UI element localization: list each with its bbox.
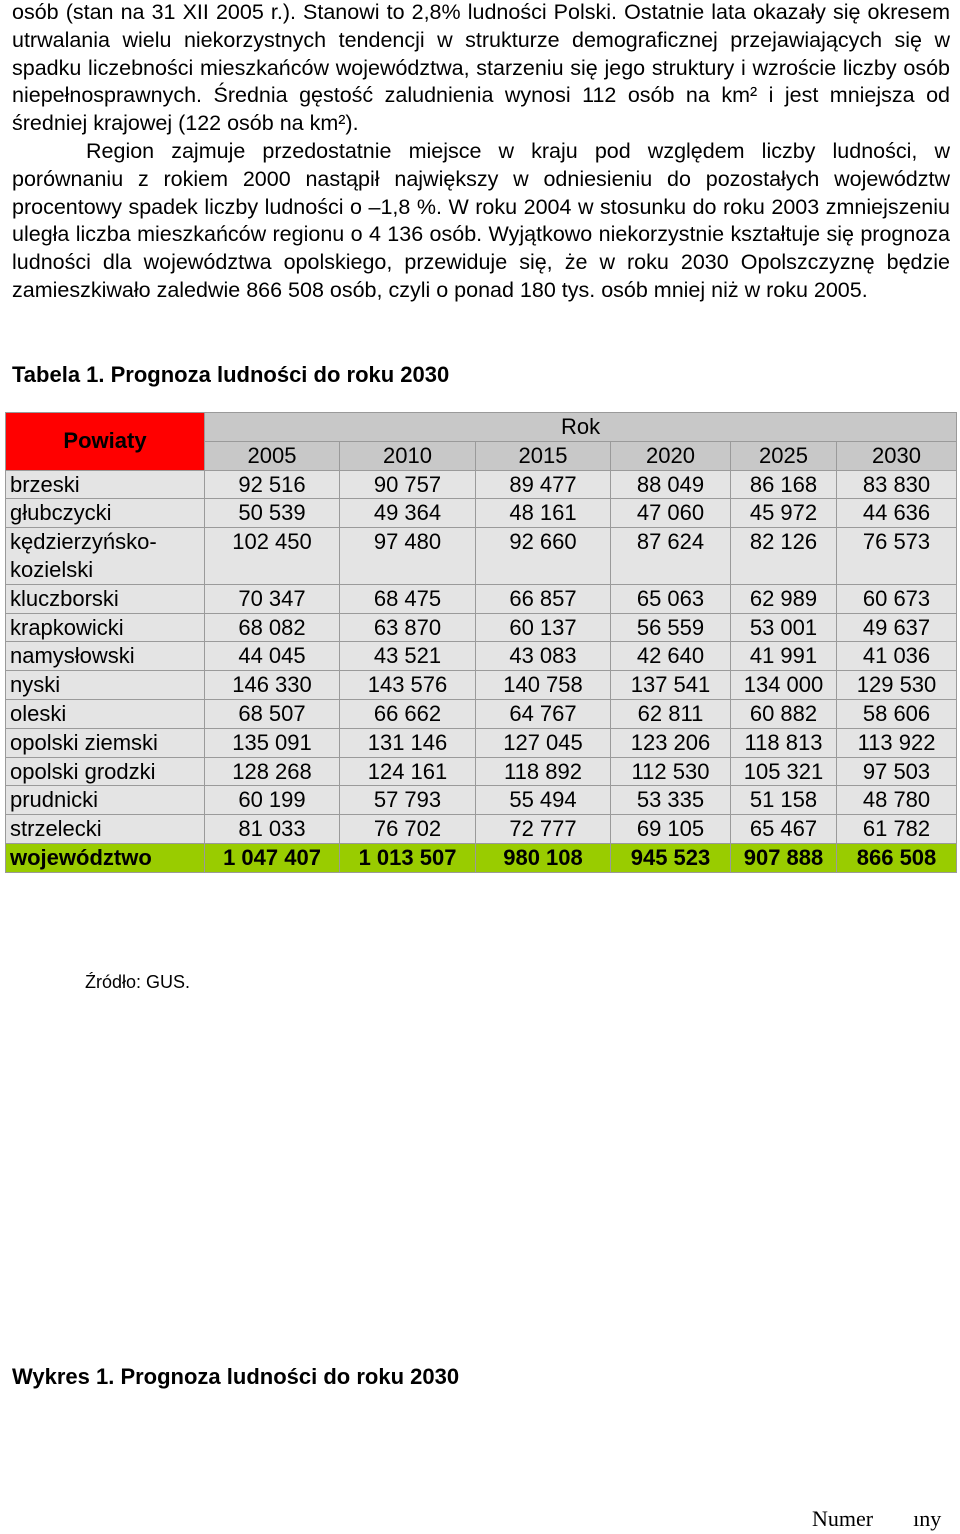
cell-value: 1 013 507 <box>340 843 476 872</box>
cell-value: 43 083 <box>476 642 611 671</box>
cell-value: 102 450 <box>205 528 340 585</box>
table-row <box>6 728 957 757</box>
cell-value: 50 539 <box>205 499 340 528</box>
cell-value: 43 521 <box>340 642 476 671</box>
footer-left-text: Numer <box>812 1506 874 1531</box>
table-row <box>6 815 957 844</box>
table-row <box>6 642 957 671</box>
cell-value: 945 523 <box>611 843 731 872</box>
cell-value: 86 168 <box>731 470 837 499</box>
chart-title: Wykres 1. Prognoza ludności do roku 2030 <box>12 1364 460 1389</box>
intro-paragraph: osób (stan na 31 XII 2005 r.). Stanowi to 2,8% ludności Polski. Ostatnie lata okazały się okresem utrwalania wielu niekorzystnych tendencji w strukturze demograficznej przejawiających się w spadku liczebności mieszkańców województwa, starzeniu się jego struktury i wzroście liczby osób niepełnosprawnych. Średnia gęstość zaludnienia wynosi 112 osób na km² i jest mniejsza od średniej krajowej (122 osób na km²). <box>12 0 950 136</box>
header-year: 2010 <box>340 441 476 470</box>
row-name: kędzierzyńsko-kozielski <box>6 528 205 585</box>
cell-value: 131 146 <box>340 728 476 757</box>
cell-value: 49 364 <box>340 499 476 528</box>
cell-value: 68 475 <box>340 584 476 613</box>
cell-value: 1 047 407 <box>205 843 340 872</box>
cell-value: 137 541 <box>611 671 731 700</box>
table-row <box>6 470 957 499</box>
header-year: 2030 <box>837 441 957 470</box>
cell-value: 57 793 <box>340 786 476 815</box>
cell-value: 60 199 <box>205 786 340 815</box>
cell-value: 48 161 <box>476 499 611 528</box>
table-row <box>6 671 957 700</box>
header-year: 2005 <box>205 441 340 470</box>
cell-value: 60 137 <box>476 613 611 642</box>
row-name: krapkowicki <box>6 613 205 642</box>
cell-value: 866 508 <box>837 843 957 872</box>
cell-value: 128 268 <box>205 757 340 786</box>
table-row <box>6 528 957 585</box>
cell-value: 65 467 <box>731 815 837 844</box>
table-title: Tabela 1. Prognoza ludności do roku 2030 <box>12 362 450 387</box>
table-row <box>6 699 957 728</box>
row-name: kluczborski <box>6 584 205 613</box>
cell-value: 140 758 <box>476 671 611 700</box>
cell-value: 63 870 <box>340 613 476 642</box>
cell-value: 64 767 <box>476 699 611 728</box>
row-name: strzelecki <box>6 815 205 844</box>
cell-value: 58 606 <box>837 699 957 728</box>
cell-value: 60 882 <box>731 699 837 728</box>
population-forecast-table <box>5 412 957 873</box>
cell-value: 97 480 <box>340 528 476 585</box>
cell-value: 42 640 <box>611 642 731 671</box>
cell-value: 124 161 <box>340 757 476 786</box>
cell-value: 113 922 <box>837 728 957 757</box>
row-name: opolski grodzki <box>6 757 205 786</box>
cell-value: 92 516 <box>205 470 340 499</box>
cell-value: 127 045 <box>476 728 611 757</box>
cell-value: 88 049 <box>611 470 731 499</box>
row-name: opolski ziemski <box>6 728 205 757</box>
table-row <box>6 757 957 786</box>
cell-value: 76 573 <box>837 528 957 585</box>
cell-value: 118 813 <box>731 728 837 757</box>
cell-value: 68 082 <box>205 613 340 642</box>
row-name: nyski <box>6 671 205 700</box>
table-row <box>6 786 957 815</box>
cell-value: 70 347 <box>205 584 340 613</box>
cell-value: 980 108 <box>476 843 611 872</box>
cell-value: 66 857 <box>476 584 611 613</box>
cell-value: 112 530 <box>611 757 731 786</box>
cell-value: 72 777 <box>476 815 611 844</box>
cell-value: 51 158 <box>731 786 837 815</box>
cell-value: 44 636 <box>837 499 957 528</box>
cell-value: 69 105 <box>611 815 731 844</box>
cell-value: 123 206 <box>611 728 731 757</box>
cell-value: 81 033 <box>205 815 340 844</box>
cell-value: 135 091 <box>205 728 340 757</box>
row-name: namysłowski <box>6 642 205 671</box>
cell-value: 129 530 <box>837 671 957 700</box>
cell-value: 146 330 <box>205 671 340 700</box>
cell-value: 89 477 <box>476 470 611 499</box>
table-row-total <box>6 843 957 872</box>
table-row <box>6 584 957 613</box>
table-source: Źródło: GUS. <box>85 972 191 992</box>
row-name: województwo <box>6 843 205 872</box>
row-name: oleski <box>6 699 205 728</box>
cell-value: 907 888 <box>731 843 837 872</box>
cell-value: 60 673 <box>837 584 957 613</box>
cell-value: 118 892 <box>476 757 611 786</box>
table-row <box>6 499 957 528</box>
cell-value: 65 063 <box>611 584 731 613</box>
row-name: prudnicki <box>6 786 205 815</box>
cell-value: 55 494 <box>476 786 611 815</box>
header-year: 2025 <box>731 441 837 470</box>
cell-value: 134 000 <box>731 671 837 700</box>
header-rok: Rok <box>205 413 957 442</box>
cell-value: 53 001 <box>731 613 837 642</box>
cell-value: 41 991 <box>731 642 837 671</box>
cell-value: 82 126 <box>731 528 837 585</box>
cell-value: 66 662 <box>340 699 476 728</box>
cell-value: 47 060 <box>611 499 731 528</box>
cell-value: 105 321 <box>731 757 837 786</box>
region-paragraph: Region zajmuje przedostatnie miejsce w kraju pod względem liczby ludności, w porównaniu z rokiem 2000 nastąpił największy w odniesieniu do pozostałych województw procentowy spadek liczby ludności o –1,8 %. W roku 2004 w stosunku do roku 2003 zmniejszeniu uległa liczba mieszkańców regionu o 4 136 osób. Wyjątkowo niekorzystnie kształtuje się prognoza ludności dla województwa opolskiego, przewiduje się, że w roku 2030 Opolszczyznę będzie zamieszkiwało zaledwie 866 508 osób, czyli o ponad 180 tys. osób mniej niż w roku 2005. <box>12 139 950 302</box>
cell-value: 62 811 <box>611 699 731 728</box>
cell-value: 61 782 <box>837 815 957 844</box>
cell-value: 92 660 <box>476 528 611 585</box>
cell-value: 87 624 <box>611 528 731 585</box>
cell-value: 56 559 <box>611 613 731 642</box>
header-year: 2020 <box>611 441 731 470</box>
cell-value: 76 702 <box>340 815 476 844</box>
cell-value: 45 972 <box>731 499 837 528</box>
header-year: 2015 <box>476 441 611 470</box>
cell-value: 90 757 <box>340 470 476 499</box>
header-powiaty: Powiaty <box>6 413 205 471</box>
table-row <box>6 613 957 642</box>
cell-value: 48 780 <box>837 786 957 815</box>
footer-right-text: ıny <box>913 1506 942 1531</box>
cell-value: 97 503 <box>837 757 957 786</box>
page-footer <box>812 1506 941 1532</box>
cell-value: 44 045 <box>205 642 340 671</box>
row-name: głubczycki <box>6 499 205 528</box>
cell-value: 83 830 <box>837 470 957 499</box>
cell-value: 53 335 <box>611 786 731 815</box>
cell-value: 143 576 <box>340 671 476 700</box>
cell-value: 68 507 <box>205 699 340 728</box>
cell-value: 41 036 <box>837 642 957 671</box>
cell-value: 49 637 <box>837 613 957 642</box>
row-name: brzeski <box>6 470 205 499</box>
cell-value: 62 989 <box>731 584 837 613</box>
